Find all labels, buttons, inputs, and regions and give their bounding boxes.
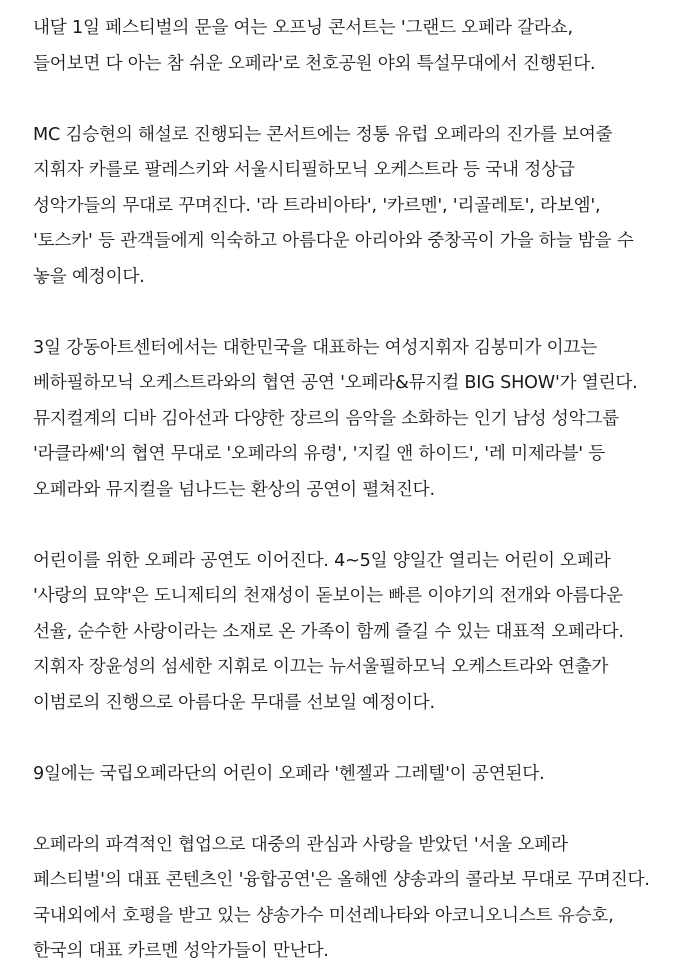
text-line: 국내외에서 호평을 받고 있는 샹송가수 미선레나타와 아코니오니스트 유승호, [33,905,614,926]
text-line: 한국의 대표 카르멘 성악가들이 만난다. [33,941,329,961]
text-line: 뮤지컬계의 디바 김아선과 다양한 장르의 음악을 소화하는 인기 남성 성악그룹 [33,408,619,429]
text-line: 들어보면 다 아는 참 쉬운 오페라'로 천호공원 야외 특설무대에서 진행된다. [33,53,596,74]
paragraph-mc-concert [33,118,693,296]
text-line: '라클라쎄'의 협연 무대로 '오페라의 유령', '지킬 앤 하이드', '레 미제라블' 등 [33,444,606,464]
text-line: 어린이를 위한 오페라 공연도 이어진다. 4~5일 양일간 열리는 어린이 오페라 [33,550,611,571]
text-line: 페스티벌'의 대표 콘텐츠인 '융합공연'은 올해엔 샹송과의 콜라보 무대로 꾸며진다. [33,870,650,890]
text-line: 3일 강동아트센터에서는 대한민국을 대표하는 여성지휘자 김봉미가 이끄는 [33,337,598,358]
text-line: 선율, 순수한 사랑이라는 소재로 온 가족이 함께 즐길 수 있는 대표적 오페라다. [33,621,624,642]
text-line: 이범로의 진행으로 아름다운 무대를 선보일 예정이다. [33,692,435,713]
paragraph-big-show [33,331,693,509]
text-line: 베하필하모닉 오케스트라와의 협연 공연 '오페라&뮤지컬 BIG SHOW'가 열린다. [33,373,638,393]
text-line: 지휘자 장윤성의 섬세한 지휘로 이끄는 뉴서울필하모닉 오케스트라와 연출가 [33,657,609,677]
article-body [33,11,693,970]
paragraph-children-opera [33,544,693,722]
text-line: 오페라의 파격적인 협업으로 대중의 관심과 사랑을 받았던 '서울 오페라 [33,834,568,855]
text-line: 놓을 예정이다. [33,266,145,287]
text-line: '사랑의 묘약'은 도니제티의 천재성이 돋보이는 빠른 이야기의 전개와 아름다운 [33,586,623,606]
text-line: 오페라와 뮤지컬을 넘나드는 환상의 공연이 펼쳐진다. [33,479,435,500]
paragraph-opening-concert [33,11,693,82]
text-line: '토스카' 등 관객들에게 익숙하고 아름다운 아리아와 중창곡이 가을 하늘 밤을 수 [33,231,634,251]
text-line: MC 김승현의 해설로 진행되는 콘서트에는 정통 유럽 오페라의 진가를 보여줄 [33,124,613,145]
text-line: 지휘자 카를로 팔레스키와 서울시티필하모닉 오케스트라 등 국내 정상급 [33,160,575,180]
text-line: 성악가들의 무대로 꾸며진다. '라 트라비아타', '카르멘', '리골레토', 라보엠', [33,195,601,216]
text-line: 내달 1일 페스티벌의 문을 여는 오프닝 콘서트는 '그랜드 오페라 갈라쇼, [33,18,573,38]
paragraph-hansel-gretel [33,757,693,793]
paragraph-fusion-performance [33,828,693,970]
text-line: 9일에는 국립오페라단의 어린이 오페라 '헨젤과 그레텔'이 공연된다. [33,763,545,784]
